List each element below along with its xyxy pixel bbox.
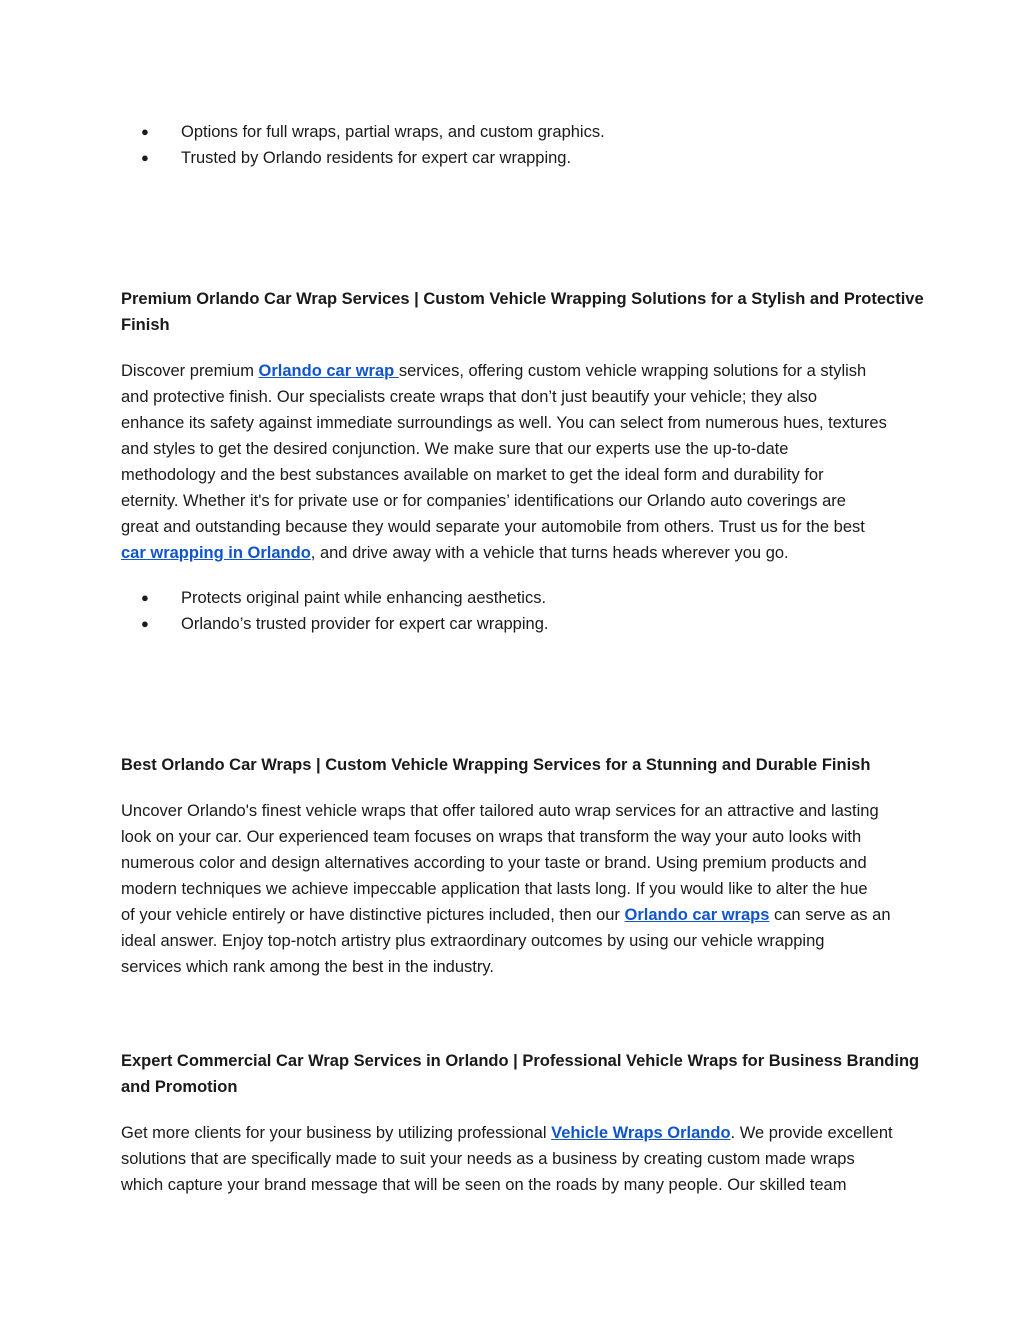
list-item: ● Trusted by Orlando residents for expert car wrapping. <box>121 145 906 171</box>
section-heading: Expert Commercial Car Wrap Services in Orlando | Professional Vehicle Wraps for Business Branding and Promotion <box>121 1052 920 1096</box>
section-premium-paragraph <box>121 358 906 566</box>
section-commercial-paragraph <box>121 1120 906 1198</box>
section-best-car-wraps <box>121 752 906 778</box>
orlando-car-wraps-link[interactable]: Orlando car wraps <box>624 906 770 924</box>
paragraph: Get more clients for your business by utilizing professional Vehicle Wraps Orlando. We provide excellent solutions that are specifically made to suit your needs as a business by creating custom made wraps which capture your brand message that will be seen on the roads by many people. Our skilled team <box>121 1124 893 1194</box>
bullet-icon: ● <box>141 590 149 605</box>
vehicle-wraps-orlando-link[interactable]: Vehicle Wraps Orlando <box>551 1124 731 1142</box>
section-heading: Best Orlando Car Wraps | Custom Vehicle Wrapping Services for a Stunning and Durable Finish <box>121 756 871 774</box>
section-premium-bullet-list <box>121 585 906 637</box>
list-item: ● Protects original paint while enhancing aesthetics. <box>121 585 906 611</box>
section-commercial-car-wrap <box>121 1048 920 1100</box>
bullet-icon: ● <box>141 124 149 139</box>
list-item: ● Orlando’s trusted provider for expert car wrapping. <box>121 611 906 637</box>
bullet-icon: ● <box>141 150 149 165</box>
paragraph: Discover premium Orlando car wrap services, offering custom vehicle wrapping solutions for a stylish and protective finish. Our specialists create wraps that don’t just beautify your vehicle; they also enhance its safety against immediate surroundings as well. You can select from numerous hues, textures and styles to get the desired conjunction. We make sure that our experts use the up-to-date methodology and the best substances available on market to get the ideal form and durability for eternity. Whether it's for private use or for companies’ identifications our Orlando auto coverings are great and outstanding because they would separate your automobile from others. Trust us for the best car wrapping in Orlando, and drive away with a vehicle that turns heads wherever you go. <box>121 362 887 562</box>
orlando-car-wrap-link[interactable]: Orlando car wrap <box>258 362 399 380</box>
top-bullet-list <box>121 119 906 171</box>
section-heading: Premium Orlando Car Wrap Services | Custom Vehicle Wrapping Solutions for a Stylish and Protective Finish <box>121 290 924 334</box>
section-premium-car-wrap <box>121 286 924 338</box>
paragraph: Uncover Orlando's finest vehicle wraps that offer tailored auto wrap services for an attractive and lasting look on your car. Our experienced team focuses on wraps that transform the way your auto looks with numerous color and design alternatives according to your taste or brand. Using premium products and modern techniques we achieve impeccable application that lasts long. If you would like to alter the hue of your vehicle entirely or have distinctive pictures included, then our Orlando car wraps can serve as an ideal answer. Enjoy top-notch artistry plus extraordinary outcomes by using our vehicle wrapping services which rank among the best in the industry. <box>121 802 891 976</box>
bullet-icon: ● <box>141 616 149 631</box>
list-item: ● Options for full wraps, partial wraps, and custom graphics. <box>121 119 906 145</box>
car-wrapping-in-orlando-link[interactable]: car wrapping in Orlando <box>121 544 311 562</box>
section-best-paragraph <box>121 798 906 980</box>
